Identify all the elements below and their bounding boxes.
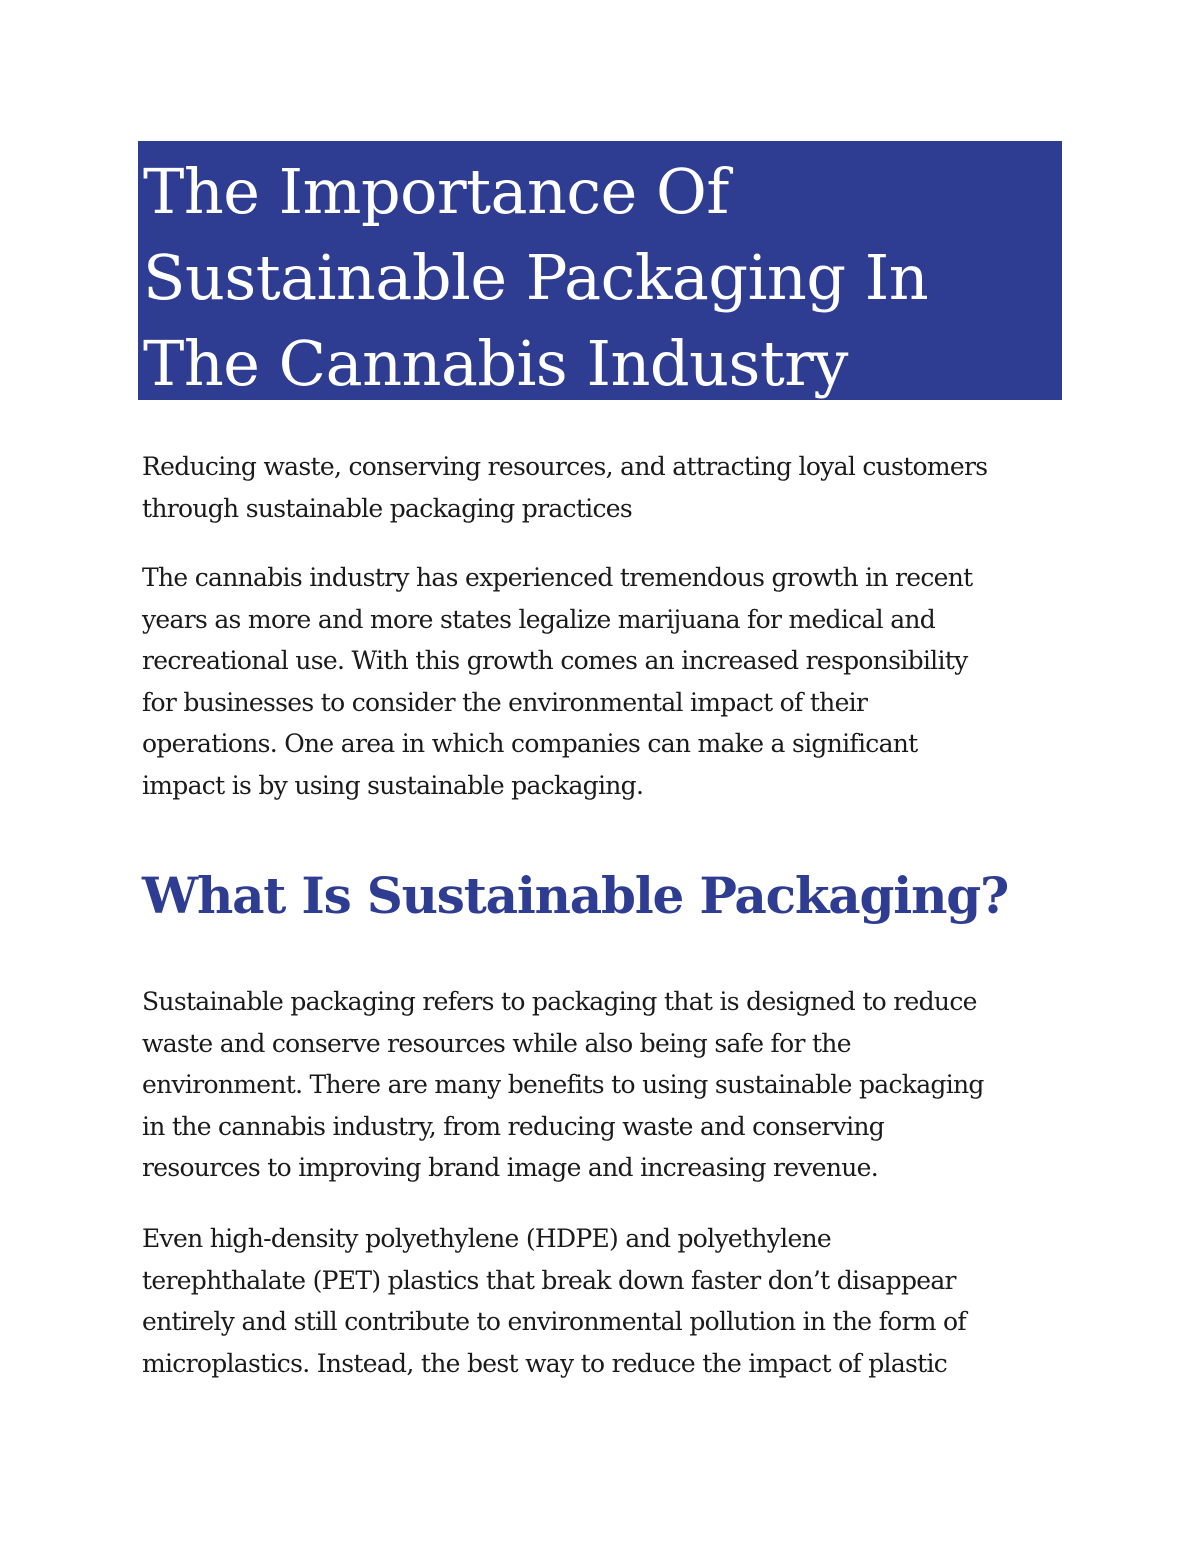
paragraph-line: The cannabis industry has experienced tremendous growth in recent	[142, 563, 973, 592]
title-banner	[138, 141, 1062, 400]
paragraph-line: recreational use. With this growth comes an increased responsibility	[142, 646, 968, 675]
paragraph-line: for businesses to consider the environmental impact of their	[142, 687, 868, 717]
paragraph-line: waste and conserve resources while also being safe for the	[142, 1028, 851, 1058]
document-title	[143, 149, 1062, 400]
paragraph-line: in the cannabis industry, from reducing waste and conserving	[142, 1111, 885, 1141]
paragraph-line: impact is by using sustainable packaging.	[142, 770, 644, 800]
paragraph-line: microplastics. Instead, the best way to reduce the impact of plastic	[142, 1348, 948, 1378]
title-line: The Importance Of	[143, 155, 729, 228]
section-paragraph	[142, 1218, 1062, 1384]
paragraph-line: operations. One area in which companies can make a significant	[142, 729, 918, 758]
section-heading: What Is Sustainable Packaging?	[142, 866, 1009, 925]
title-line: Sustainable Packaging In	[143, 241, 929, 314]
paragraph-line: entirely and still contribute to environmental pollution in the form of	[142, 1307, 966, 1336]
paragraph-line: Sustainable packaging refers to packaging that is designed to reduce	[142, 987, 977, 1016]
paragraph-line: terephthalate (PET) plastics that break down faster don’t disappear	[142, 1265, 956, 1295]
document-subtitle	[142, 446, 1062, 529]
paragraph-line: Even high-density polyethylene (HDPE) and polyethylene	[142, 1224, 832, 1253]
section-paragraph	[142, 981, 1062, 1189]
subtitle-line: Reducing waste, conserving resources, and attracting loyal customers	[142, 452, 988, 481]
title-line: The Cannabis Industry	[143, 327, 848, 400]
paragraph-line: years as more and more states legalize marijuana for medical and	[142, 604, 936, 634]
paragraph-line: resources to improving brand image and increasing revenue.	[142, 1153, 879, 1182]
subtitle-line: through sustainable packaging practices	[142, 493, 632, 523]
paragraph-line: environment. There are many benefits to using sustainable packaging	[142, 1070, 984, 1099]
intro-paragraph	[142, 557, 1062, 806]
